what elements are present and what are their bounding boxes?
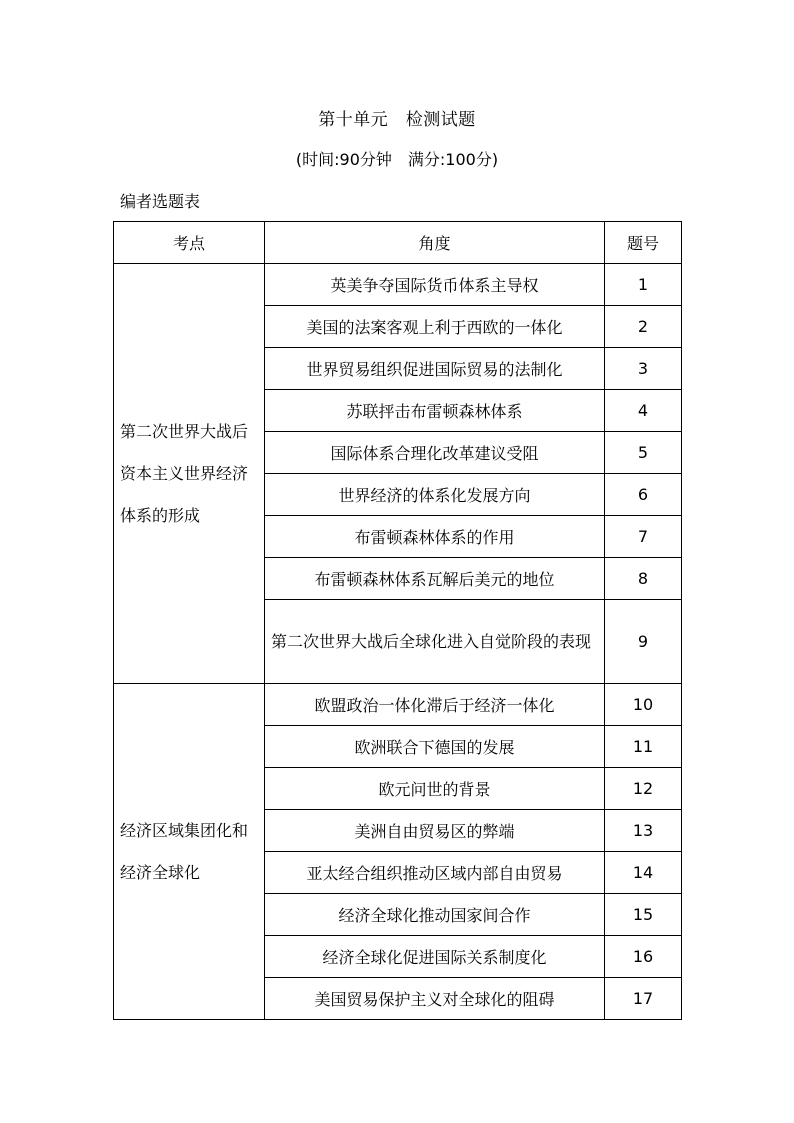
table-caption: 编者选题表 <box>120 192 201 211</box>
question-number-cell: 9 <box>605 600 682 684</box>
column-header-number: 题号 <box>605 222 682 264</box>
angle-cell: 布雷顿森林体系的作用 <box>265 516 605 558</box>
question-selection-table <box>113 221 682 1020</box>
angle-cell: 经济全球化促进国际关系制度化 <box>265 936 605 978</box>
question-number-cell: 6 <box>605 474 682 516</box>
exam-point-cell: 经济区域集团化和经济全球化 <box>114 684 265 1020</box>
angle-cell: 国际体系合理化改革建议受阻 <box>265 432 605 474</box>
angle-cell: 欧盟政治一体化滞后于经济一体化 <box>265 684 605 726</box>
question-number-cell: 14 <box>605 852 682 894</box>
question-number-cell: 1 <box>605 264 682 306</box>
question-number-cell: 8 <box>605 558 682 600</box>
question-number-cell: 7 <box>605 516 682 558</box>
question-number-cell: 17 <box>605 978 682 1020</box>
angle-cell: 欧元问世的背景 <box>265 768 605 810</box>
column-header-point: 考点 <box>114 222 265 264</box>
angle-cell: 欧洲联合下德国的发展 <box>265 726 605 768</box>
angle-cell: 布雷顿森林体系瓦解后美元的地位 <box>265 558 605 600</box>
angle-cell: 美国贸易保护主义对全球化的阻碍 <box>265 978 605 1020</box>
question-number-cell: 5 <box>605 432 682 474</box>
question-number-cell: 10 <box>605 684 682 726</box>
question-number-cell: 11 <box>605 726 682 768</box>
question-number-cell: 3 <box>605 348 682 390</box>
question-number-cell: 4 <box>605 390 682 432</box>
question-number-cell: 12 <box>605 768 682 810</box>
table-header-row <box>114 222 682 264</box>
angle-cell: 美国的法案客观上利于西欧的一体化 <box>265 306 605 348</box>
table-row <box>114 264 682 306</box>
angle-cell: 第二次世界大战后全球化进入自觉阶段的表现 <box>265 600 605 684</box>
angle-cell: 英美争夺国际货币体系主导权 <box>265 264 605 306</box>
table-row <box>114 684 682 726</box>
angle-cell: 经济全球化推动国家间合作 <box>265 894 605 936</box>
question-number-cell: 13 <box>605 810 682 852</box>
angle-cell: 苏联抨击布雷顿森林体系 <box>265 390 605 432</box>
page-title: 第十单元 检测试题 <box>318 110 476 130</box>
exam-time-score: (时间:90分钟 满分:100分) <box>295 150 499 169</box>
question-number-cell: 16 <box>605 936 682 978</box>
angle-cell: 世界贸易组织促进国际贸易的法制化 <box>265 348 605 390</box>
column-header-angle: 角度 <box>265 222 605 264</box>
question-number-cell: 15 <box>605 894 682 936</box>
angle-cell: 美洲自由贸易区的弊端 <box>265 810 605 852</box>
exam-point-cell: 第二次世界大战后资本主义世界经济体系的形成 <box>114 264 265 684</box>
angle-cell: 世界经济的体系化发展方向 <box>265 474 605 516</box>
angle-cell: 亚太经合组织推动区域内部自由贸易 <box>265 852 605 894</box>
question-number-cell: 2 <box>605 306 682 348</box>
